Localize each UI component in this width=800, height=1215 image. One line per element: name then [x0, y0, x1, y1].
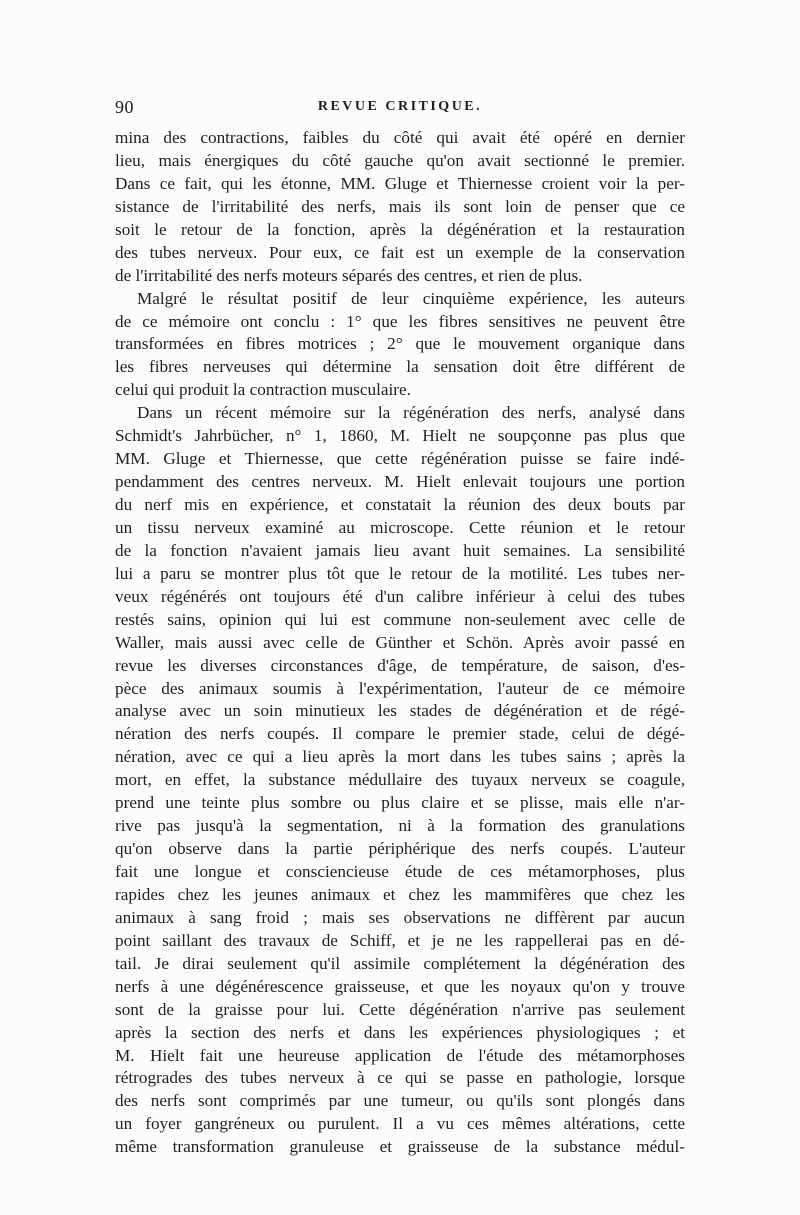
text-line: nerfs à une dégénérescence graisseuse, et que les noyaux qu'on y trouve [115, 976, 685, 996]
text-line: revue les diverses circonstances d'âge, de température, de saison, d'es- [115, 655, 685, 675]
text-line: de la fonction n'avaient jamais lieu avant huit semaines. La sensibilité [115, 540, 685, 560]
text-line: celui qui produit la contraction musculaire. [115, 380, 411, 400]
text-line: même transformation granuleuse et graisseuse de la substance médul- [115, 1137, 685, 1157]
text-line: Malgré le résultat positif de leur cinquième expérience, les auteurs [137, 288, 685, 308]
text-line: veux régénérés ont toujours été d'un calibre inférieur à celui des tubes [115, 586, 685, 606]
text-line: restés sains, opinion qui lui est commune non-seulement avec celle de [115, 609, 685, 629]
text-line: pèce des animaux soumis à l'expérimentation, l'auteur de ce mémoire [115, 678, 685, 698]
text-line: Schmidt's Jahrbücher, n° 1, 1860, M. Hielt ne soupçonne pas plus que [115, 426, 685, 446]
text-line: lieu, mais énergiques du côté gauche qu'on avait sectionné le premier. [115, 150, 685, 170]
text-line: rive pas jusqu'à la segmentation, ni à la formation des granulations [115, 816, 685, 836]
text-line: point saillant des travaux de Schiff, et je ne les rappellerai pas en dé- [115, 930, 685, 950]
text-line: les fibres nerveuses qui détermine la sensation doit être différent de [115, 357, 685, 377]
text-line: du nerf mis en expérience, et constatait la réunion des deux bouts par [115, 495, 685, 514]
text-line: analyse avec un soin minutieux les stades de dégénération et de régé- [115, 701, 685, 721]
text-line: lui a paru se montrer plus tôt que le retour de la motilité. Les tubes ner- [115, 563, 685, 583]
text-line: transformées en fibres motrices ; 2° que le mouvement organique dans [115, 334, 685, 354]
text-line: MM. Gluge et Thiernesse, que cette régénération puisse se faire indé- [115, 449, 685, 469]
text-line: de ce mémoire ont conclu : 1° que les fibres sensitives ne peuvent être [115, 311, 685, 331]
text-line: Dans un récent mémoire sur la régénération des nerfs, analysé dans [137, 403, 685, 423]
running-title: REVUE CRITIQUE. [317, 99, 483, 114]
text-line: pendamment des centres nerveux. M. Hielt enlevait toujours une portion [115, 472, 685, 492]
text-line: après la section des nerfs et dans les expériences physiologiques ; et [115, 1022, 685, 1042]
body-text [115, 127, 685, 1159]
text-line: fait une longue et consciencieuse étude de ces métamorphoses, plus [115, 862, 685, 881]
text-line: animaux à sang froid ; mais ses observations ne diffèrent par aucun [115, 907, 685, 927]
text-line: prend une teinte plus sombre ou plus claire et se plisse, mais elle n'ar- [115, 793, 685, 813]
page-number: 90 [115, 97, 134, 117]
text-line: Dans ce fait, qui les étonne, MM. Gluge et Thiernesse croient voir la per- [115, 173, 685, 193]
text-line: des nerfs sont comprimés par une tumeur, ou qu'ils sont plongés dans [115, 1091, 685, 1111]
text-line: sont de la graisse pour lui. Cette dégénération n'arrive pas seulement [115, 999, 685, 1019]
text-line: de l'irritabilité des nerfs moteurs séparés des centres, et rien de plus. [115, 265, 583, 285]
text-line: qu'on observe dans la partie périphérique des nerfs coupés. L'auteur [115, 839, 685, 859]
text-line: mina des contractions, faibles du côté qui avait été opéré en dernier [115, 128, 685, 147]
text-line: soit le retour de la fonction, après la dégénération et la restauration [115, 219, 685, 239]
text-line: M. Hielt fait une heureuse application de l'étude des métamorphoses [115, 1045, 685, 1065]
text-line: rétrogrades des tubes nerveux à ce qui se passe en pathologie, lorsque [115, 1068, 685, 1088]
text-line: un tissu nerveux examiné au microscope. Cette réunion et le retour [115, 517, 685, 537]
text-line: tail. Je dirai seulement qu'il assimile complétement la dégénération des [115, 953, 685, 973]
text-line: nération des nerfs coupés. Il compare le premier stade, celui de dégé- [115, 724, 685, 744]
text-line: mort, en effet, la substance médullaire des tuyaux nerveux se coagule, [115, 770, 685, 790]
text-line: Waller, mais aussi avec celle de Günther et Schön. Après avoir passé en [115, 632, 685, 652]
page-header [115, 97, 685, 123]
text-line: nération, avec ce qui a lieu après la mort dans les tubes sains ; après la [115, 747, 685, 767]
text-line: des tubes nerveux. Pour eux, ce fait est un exemple de la conservation [115, 242, 685, 262]
text-line: rapides chez les jeunes animaux et chez les mammifères que chez les [115, 884, 685, 904]
text-line: sistance de l'irritabilité des nerfs, mais ils sont loin de penser que ce [115, 196, 685, 216]
text-line: un foyer gangréneux ou purulent. Il a vu ces mêmes altérations, cette [115, 1114, 685, 1134]
